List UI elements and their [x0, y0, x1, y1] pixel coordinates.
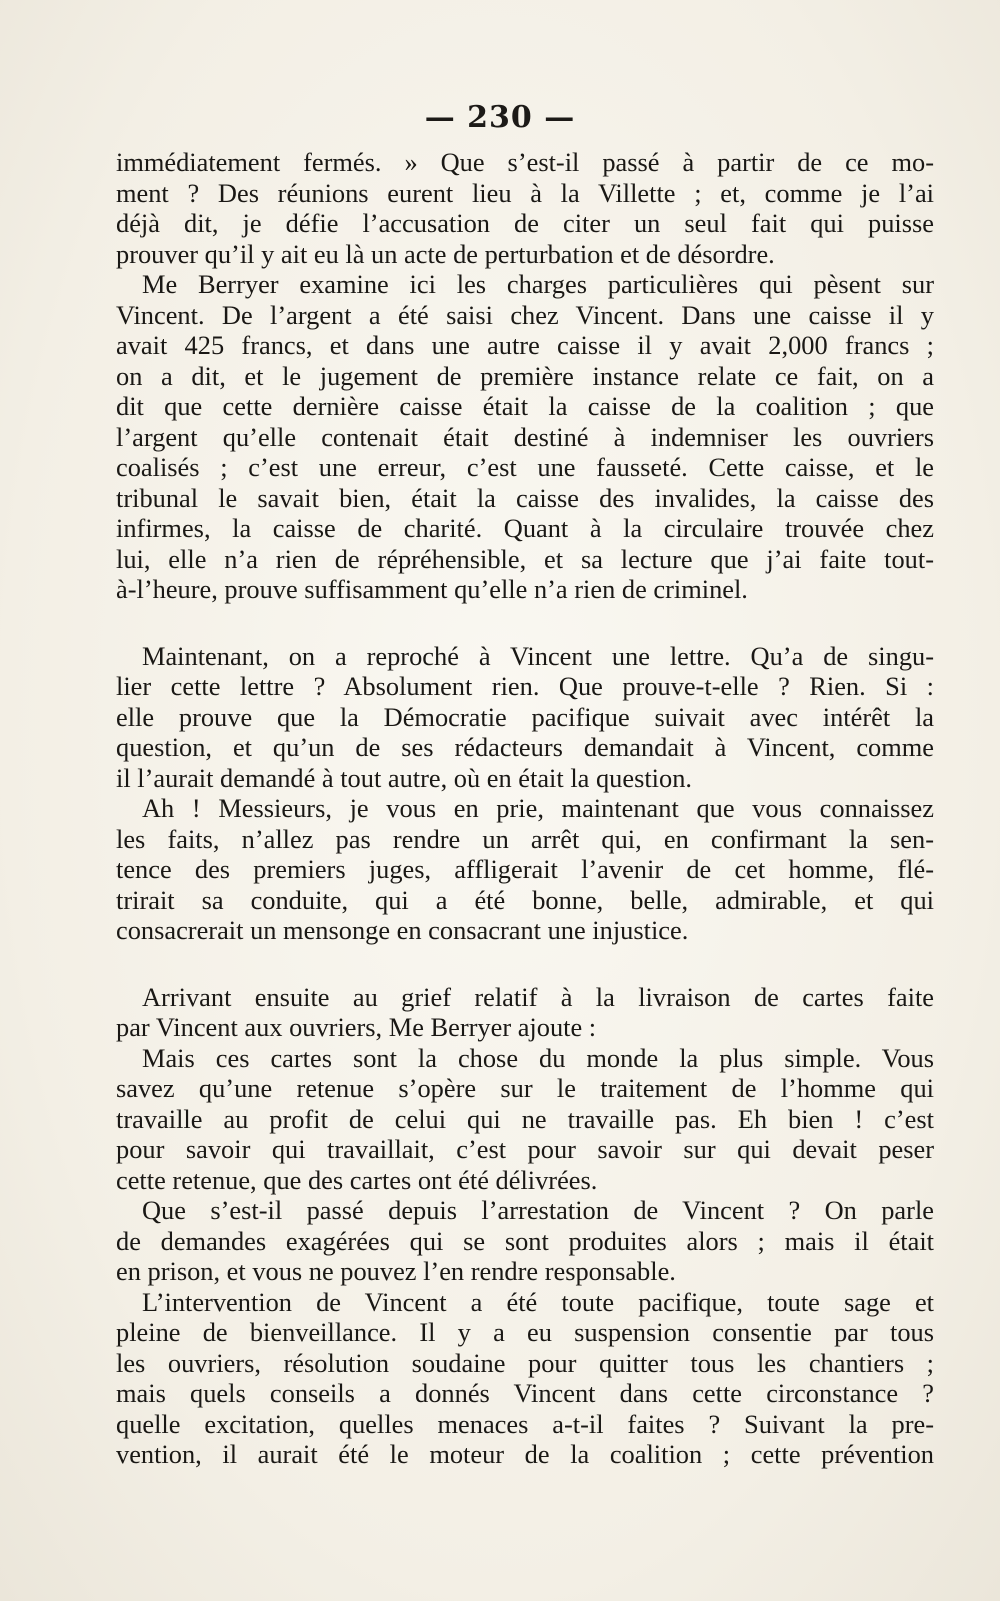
paragraph [116, 1287, 934, 1470]
text-line: question, et qu’un de ses rédacteurs demandait à Vincent, comme [116, 732, 934, 762]
text-line: elle prouve que la Démocratie pacifique suivait avec intérêt la [116, 701, 934, 732]
paragraph [116, 1043, 934, 1196]
text-line: Mais ces cartes sont la chose du monde la plus simple. Vous [142, 1042, 934, 1073]
section-gap [116, 605, 934, 641]
text-line: prouver qu’il y ait eu là un acte de perturbation et de désordre. [116, 238, 775, 269]
paragraph [116, 147, 934, 269]
text-line: Arrivant ensuite au grief relatif à la livraison de cartes faite [142, 981, 934, 1012]
text-line: par Vincent aux ouvriers, Me Berryer ajoute : [116, 1012, 597, 1042]
text-line: Maintenant, on a reproché à Vincent une lettre. Qu’a de singu- [142, 640, 934, 671]
text-line: quelle excitation, quelles menaces a-t-il faites ? Suivant la pre- [116, 1408, 934, 1439]
text-line: en prison, et vous ne pouvez l’en rendre responsable. [116, 1256, 676, 1286]
text-line: tribunal le savait bien, était la caisse des invalides, la caisse des [116, 482, 934, 513]
paragraph [116, 1195, 934, 1287]
text-line: vention, il aurait été le moteur de la coalition ; cette prévention [116, 1439, 934, 1469]
paragraph [116, 269, 934, 605]
text-body [116, 147, 934, 1470]
text-line: infirmes, la caisse de charité. Quant à la circulaire trouvée chez [116, 513, 934, 543]
text-line: savez qu’une retenue s’opère sur le traitement de l’homme qui [116, 1073, 934, 1103]
text-line: l’argent qu’elle contenait était destiné à indemniser les ouvriers [116, 421, 934, 452]
paragraph [116, 982, 934, 1043]
section-gap [116, 946, 934, 982]
text-line: lier cette lettre ? Absolument rien. Que prouve-t-elle ? Rien. Si : [116, 671, 934, 701]
text-line: les ouvriers, résolution soudaine pour quitter tous les chantiers ; [116, 1347, 934, 1378]
text-line: lui, elle n’a rien de répréhensible, et sa lecture que j’ai faite tout- [116, 543, 934, 574]
page-number: — 230 — [424, 100, 576, 135]
text-line: Me Berryer examine ici les charges particulières qui pèsent sur [142, 269, 934, 299]
text-line: pour savoir qui travaillait, c’est pour savoir sur qui devait peser [116, 1134, 934, 1164]
text-line: tence des premiers juges, affligerait l’avenir de cet homme, flé- [116, 854, 934, 884]
text-line: à-l’heure, prouve suffisamment qu’elle n’a rien de criminel. [116, 574, 748, 604]
text-line: Que s’est-il passé depuis l’arrestation de Vincent ? On parle [142, 1195, 934, 1225]
text-line: dit que cette dernière caisse était la caisse de la coalition ; que [116, 391, 934, 421]
paragraph [116, 793, 934, 946]
text-line: il l’aurait demandé à tout autre, où en était la question. [116, 762, 692, 793]
text-line: on a dit, et le jugement de première instance relate ce fait, on a [116, 360, 934, 391]
text-line: coalisés ; c’est une erreur, c’est une fausseté. Cette caisse, et le [116, 452, 934, 482]
text-line: les faits, n’allez pas rendre un arrêt qui, en confirmant la sen- [116, 823, 934, 854]
text-line: L’intervention de Vincent a été toute pacifique, toute sage et [142, 1286, 934, 1317]
text-line: Vincent. De l’argent a été saisi chez Vincent. Dans une caisse il y [116, 299, 934, 330]
text-line: immédiatement fermés. » Que s’est-il passé à partir de ce mo- [116, 147, 934, 177]
text-line: de demandes exagérées qui se sont produites alors ; mais il était [116, 1225, 934, 1256]
text-line: trirait sa conduite, qui a été bonne, belle, admirable, et qui [116, 884, 934, 915]
text-line: travaille au profit de celui qui ne travaille pas. Eh bien ! c’est [116, 1103, 934, 1134]
paragraph [116, 641, 934, 794]
text-line: ment ? Des réunions eurent lieu à la Villette ; et, comme je l’ai [116, 177, 934, 208]
text-line: pleine de bienveillance. Il y a eu suspension consentie par tous [116, 1317, 934, 1347]
text-line: Ah ! Messieurs, je vous en prie, maintenant que vous connaissez [142, 793, 934, 823]
text-line: mais quels conseils a donnés Vincent dans cette circonstance ? [116, 1378, 934, 1408]
text-line: déjà dit, je défie l’accusation de citer un seul fait qui puisse [116, 208, 934, 238]
text-line: cette retenue, que des cartes ont été délivrées. [116, 1164, 598, 1195]
text-line: avait 425 francs, et dans une autre caisse il y avait 2,000 francs ; [116, 330, 934, 360]
text-line: consacrerait un mensonge en consacrant une injustice. [116, 915, 689, 945]
